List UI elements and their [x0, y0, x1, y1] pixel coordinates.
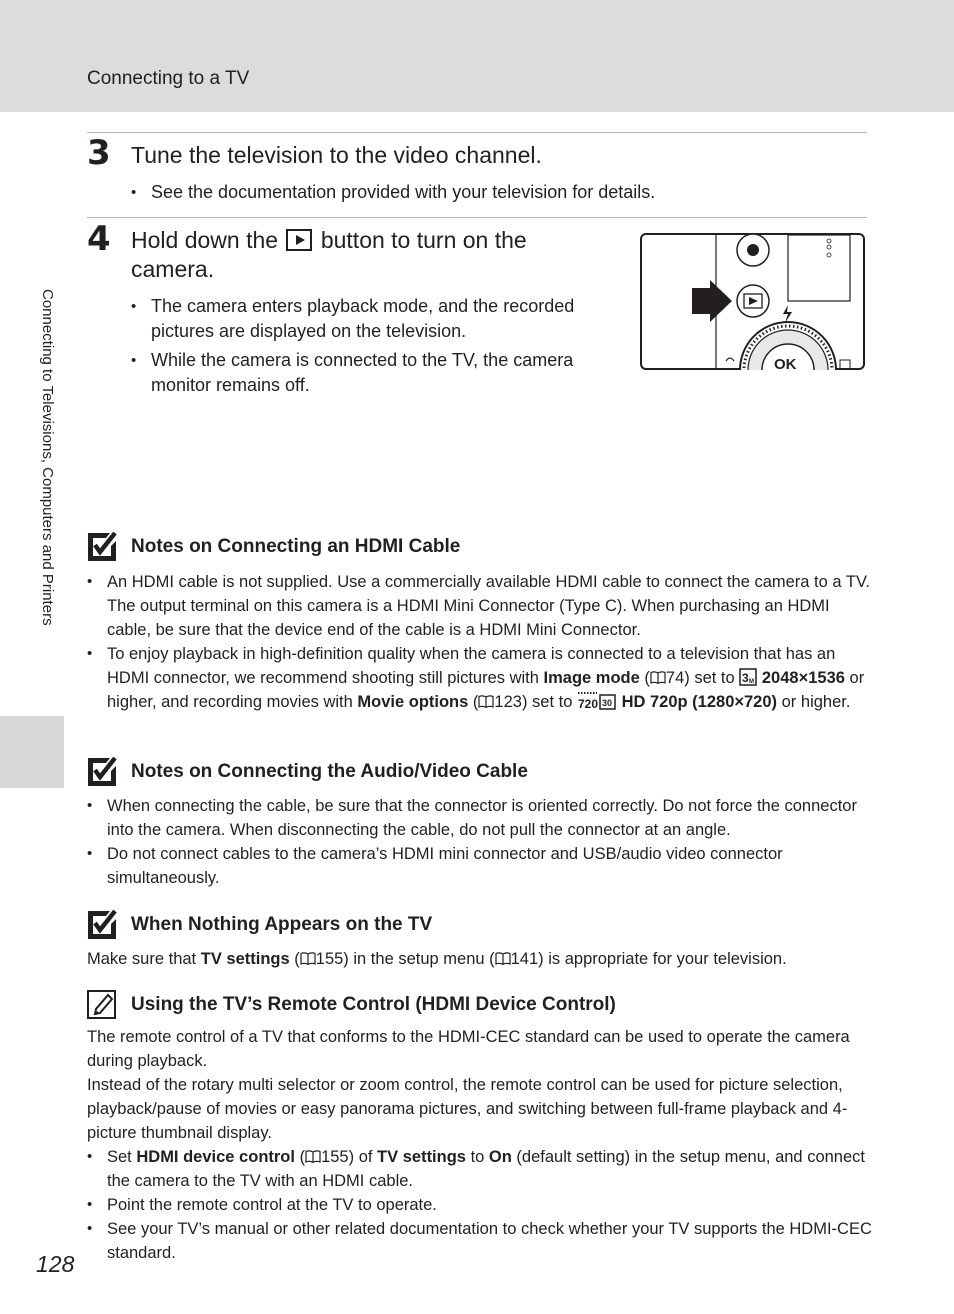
check-mark-icon	[87, 757, 117, 787]
step-bullets	[131, 180, 851, 209]
note-body: Make sure that TV settings ( 155) in the setup menu ( 141) is appropriate for your television.	[87, 950, 787, 968]
playback-button-icon	[286, 229, 312, 251]
book-reference-icon	[300, 952, 316, 965]
book-reference-icon	[478, 695, 494, 708]
svg-text:30: 30	[601, 698, 612, 708]
pencil-icon	[87, 990, 117, 1020]
check-mark-icon	[87, 910, 117, 940]
chapter-side-label: Connecting to Televisions, Computers and Printers	[39, 289, 56, 626]
note-heading	[87, 532, 460, 562]
page-number: 128	[36, 1251, 75, 1277]
list-item: • The camera enters playback mode, and the recorded pictures are displayed on the television.	[131, 294, 601, 344]
note-paragraph: The remote control of a TV that conforms to the HDMI-CEC standard can be used to operate the camera during playback.	[87, 1028, 850, 1070]
svg-text:720: 720	[577, 697, 598, 711]
note-heading	[87, 990, 616, 1020]
note-bullets	[87, 1145, 872, 1265]
note-bullets	[87, 570, 872, 714]
note-title: Notes on Connecting an HDMI Cable	[131, 536, 461, 557]
list-item: • See the documentation provided with your television for details.	[131, 180, 851, 205]
note-title: When Nothing Appears on the TV	[131, 914, 433, 935]
check-mark-icon	[87, 532, 117, 562]
step-title-text: button to turn on the camera.	[131, 227, 527, 282]
divider	[87, 132, 867, 133]
svg-text:M: M	[749, 679, 755, 685]
book-reference-icon	[305, 1150, 321, 1163]
divider	[87, 217, 867, 218]
note-paragraph: Instead of the rotary multi selector or zoom control, the remote control can be used for picture selection, playback/pause of movies or easy panorama pictures, and switching between full-frame playback and 4-picture thumbnail display.	[87, 1076, 848, 1142]
note-title: Using the TV’s Remote Control (HDMI Device Control)	[131, 994, 616, 1015]
list-item: • Set HDMI device control ( 155) of TV settings to On (default setting) in the setup menu, and connect the camera to the TV with an HDMI cable.	[87, 1145, 872, 1193]
camera-illustration	[640, 233, 865, 370]
page-header-title: Connecting to a TV	[87, 68, 250, 89]
list-item: • See your TV’s manual or other related documentation to check whether your TV supports the HDMI-CEC standard.	[87, 1217, 872, 1265]
list-item: • Do not connect cables to the camera’s HDMI mini connector and USB/audio video connector simultaneously.	[87, 842, 872, 890]
list-item: • To enjoy playback in high-definition quality when the camera is connected to a television that has an HDMI connector, we recommend shooting still pictures with Image mode ( 74) set to 3 M 2048×1536 or higher, and recording movies with Movie options ( 123) set to 720 30 HD 720p (1280×720) or higher.	[87, 642, 872, 714]
list-item: • An HDMI cable is not supplied. Use a commercially available HDMI cable to connect the camera to a TV. The output terminal on this camera is a HDMI Mini Connector (Type C). When purchasing an HDMI cable, be sure that the device end of the cable is a HDMI Mini Connector.	[87, 570, 872, 642]
image-mode-3m-icon	[739, 668, 757, 686]
svg-text:3: 3	[742, 671, 749, 685]
list-item: • While the camera is connected to the TV, the camera monitor remains off.	[131, 348, 601, 398]
book-reference-icon	[650, 671, 666, 684]
hd-720p-movie-icon	[577, 691, 617, 711]
step-number: 3	[87, 133, 111, 173]
step-title	[131, 226, 591, 284]
list-item: • When connecting the cable, be sure that the connector is oriented correctly. Do not force the connector into the camera. When disconnecting the cable, do not pull the connector at an angle.	[87, 794, 872, 842]
step-bullets	[131, 294, 601, 402]
list-item: • Point the remote control at the TV to operate.	[87, 1193, 872, 1217]
note-heading	[87, 757, 528, 787]
step-title: Tune the television to the video channel.	[131, 142, 542, 168]
chapter-tab-marker	[0, 716, 64, 788]
step-number: 4	[87, 219, 111, 259]
book-reference-icon	[495, 952, 511, 965]
note-bullets	[87, 794, 872, 890]
ok-button-label: OK	[774, 356, 797, 370]
note-title: Notes on Connecting the Audio/Video Cable	[131, 761, 528, 782]
note-heading	[87, 910, 432, 940]
step-title-text: Hold down the	[131, 227, 279, 253]
header-band	[0, 0, 954, 112]
